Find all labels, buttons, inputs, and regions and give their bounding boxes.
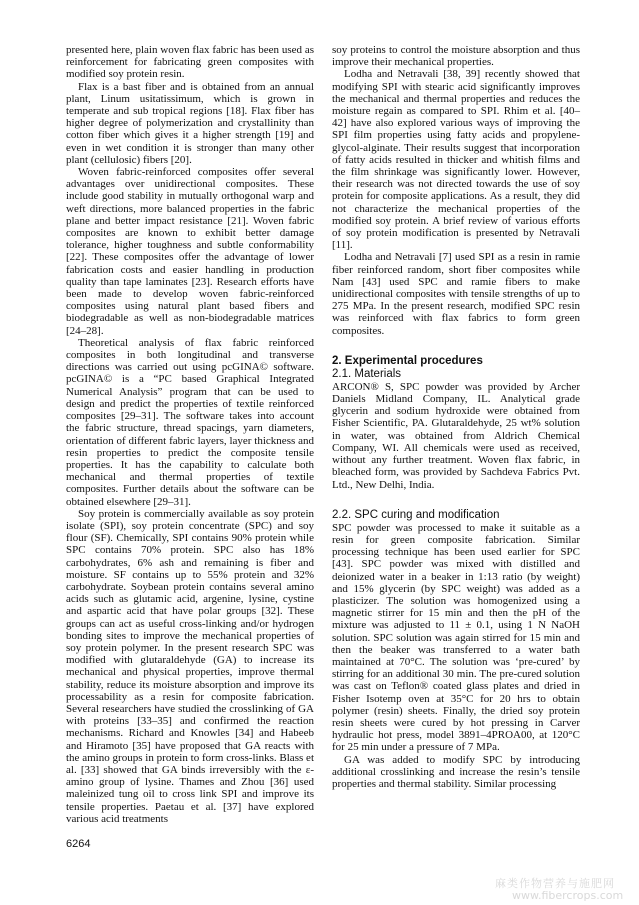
watermark-text: 麻类作物营养与施肥网 [495,877,615,890]
watermark-url: www.fibercrops.com [512,889,624,902]
paragraph: Soy protein is commercially available as soy protein isolate (SPI), soy protein concentrate (SPC) and soy flour (SF). Chemically, SPI contains 90% protein while SPC contains 70% protein. SPC also has 18% carbohydrates, 6% ash and remaining is fiber and moisture. SF contains up to 55% protein and 32% carbohydrate. Soybean protein contains several amino acids such as glutamic acid, argenine, lysine, cystine and aspartic acid that have polar groups [32]. These groups can act as useful cross-linking and/or hydrogen bonding sites to improve the mechanical properties of soy protein polymer. In the present research SPC was modified with glutaraldehyde (GA) to increase its mechanical and physical properties, improve thermal stability, reduce its moisture absorption and improve its processability as a resin for composite fabrication. Several researchers have studied the crosslinking of GA with proteins [33–35] and confirmed the reaction mechanisms. Richard and Knowles [34] and Habeeb and Hiramoto [35] have proposed that GA reacts with the amino groups in protein to form cross-links. Blass et al. [33] showed that GA binds irreversibly with the ε-amino group of lysine. Thames and Zhou [36] used maleinized tung oil to cross link SPI and improve its tensile properties. Paetau et al. [37] have explored various acid treatments [66,507,314,825]
paragraph: SPC powder was processed to make it suitable as a resin for green composite fabrication. Similar processing technique has been used earlier for SPC [43]. SPC powder was mixed with distilled and deionized water in a beaker in 1:13 ratio (by weight) and 15% glycerin (by SPC weight) was added as a plasticizer. The solution was homogenized using a magnetic stirrer for 15 min and then the pH of the mixture was adjusted to 11 ± 0.1, using 1 N NaOH solution. SPC solution was again stirred for 15 min and then the beaker was transferred to a water bath maintained at 70°C. The solution was ‘pre-cured’ by stirring for an additional 30 min. The pre-cured solution was cast on Teflon® coated glass plates and dried in Fisher Isotemp oven at 35°C for 20 hrs to obtain polymer (resin) sheets. Finally, the dried soy protein resin sheets were cured by hot pressing in Carver hydraulic hot press, model 3891–4PROA00, at 120°C for 25 min under a pressure of 7 MPa. [332,521,580,754]
paragraph: GA was added to modify SPC by introducing additional crosslinking and increase the resin’s tensile properties and thermal stability. Similar processing [332,753,580,790]
right-column [332,44,580,790]
paragraph: soy proteins to control the moisture absorption and thus improve their mechanical properties. [332,44,580,69]
paragraph: Woven fabric-reinforced composites offer several advantages over unidirectional composites. These include good stability in mutually orthogonal warp and weft directions, more balanced properties in the fabric plane and better impact resistance [21]. Woven fabric composites are known to exhibit better damage tolerance, higher toughness and subtle conformability [22]. These composites offer the advantage of lower fabrication costs and easier handling in production quality than tape laminates [23]. Research efforts have been made to develop woven fabric-reinforced composites using natural plant based fibers and biodegradable as well as non-biodegradable matrices [24–28]. [66,166,314,337]
paragraph: Lodha and Netravali [7] used SPI as a resin in ramie fiber reinforced random, short fiber composites while Nam [43] used SPC and ramie fibers to make unidirectional composites with tensile strengths of up to 275 MPa. In the present research, modified SPC resin was reinforced with flax fabrics to form green composites. [332,251,580,337]
paragraph: Lodha and Netravali [38, 39] recently showed that modifying SPI with stearic acid significantly improves the mechanical and thermal properties and reduces the moisture regain as compared to SPI. Rhim et al. [40–42] have also explored various ways of improving the SPI film properties using fatty acids and propylene-glycol-alginate. Their results suggest that incorporation of fatty acids resulted in thicker and whitish films and the film shrinkage was significantly lower. However, their research was not directed towards the use of soy protein for composite applications. As a result, they did not characterize the mechanical properties of the modified soy protein. A brief review of various efforts of soy protein modification is presented by Netravali [11]. [332,68,580,252]
paragraph: presented here, plain woven flax fabric has been used as reinforcement for fabricating green composites with modified soy protein resin. [66,44,314,81]
subsection-heading: 2.2. SPC curing and modification [332,508,500,521]
subsection-heading: 2.1. Materials [332,367,402,380]
paragraph: Theoretical analysis of flax fabric reinforced composites in both longitudinal and transverse directions was carried out using pcGINA© software. pcGINA© is a “PC based Graphical Integrated Numerical Analysis” program that can be used to design and predict the properties of textile reinforced composites [29–31]. The software takes into account the fabric structure, thread spacings, yarn diameters, orientation of different fabric layers, layer thickness and resin properties to predict the composite tensile properties. It has the capability to calculate both mechanical and thermal properties of textile composites. Further details about the software can be obtained elsewhere [29–31]. [66,336,314,508]
paragraph: ARCON® S, SPC powder was provided by Archer Daniels Midland Company, IL. Analytical grade glycerin and sodium hydroxide were obtained from Fisher Scientific, PA. Glutaraldehyde, 25 wt% solution in water, was obtained from Aldrich Chemical Company, WI. All chemicals were used as received, without any further treatment. Woven flax fabric, in bleached form, was provided by Sachdeva Fabrics Pvt. Ltd., New Delhi, India. [332,380,580,491]
paragraph: Flax is a bast fiber and is obtained from an annual plant, Linum usitatissimum, which is grown in temperate and sub tropical regions [18]. Flax fiber has higher degree of polymerization and crystallinity than cotton fiber which gives it a higher strength [19] and even in wet condition it is stronger than many other plant (cellulosic) fibers [20]. [66,80,314,166]
page-number: 6264 [66,838,91,850]
left-column [66,44,314,825]
section-heading: 2. Experimental procedures [332,354,483,367]
